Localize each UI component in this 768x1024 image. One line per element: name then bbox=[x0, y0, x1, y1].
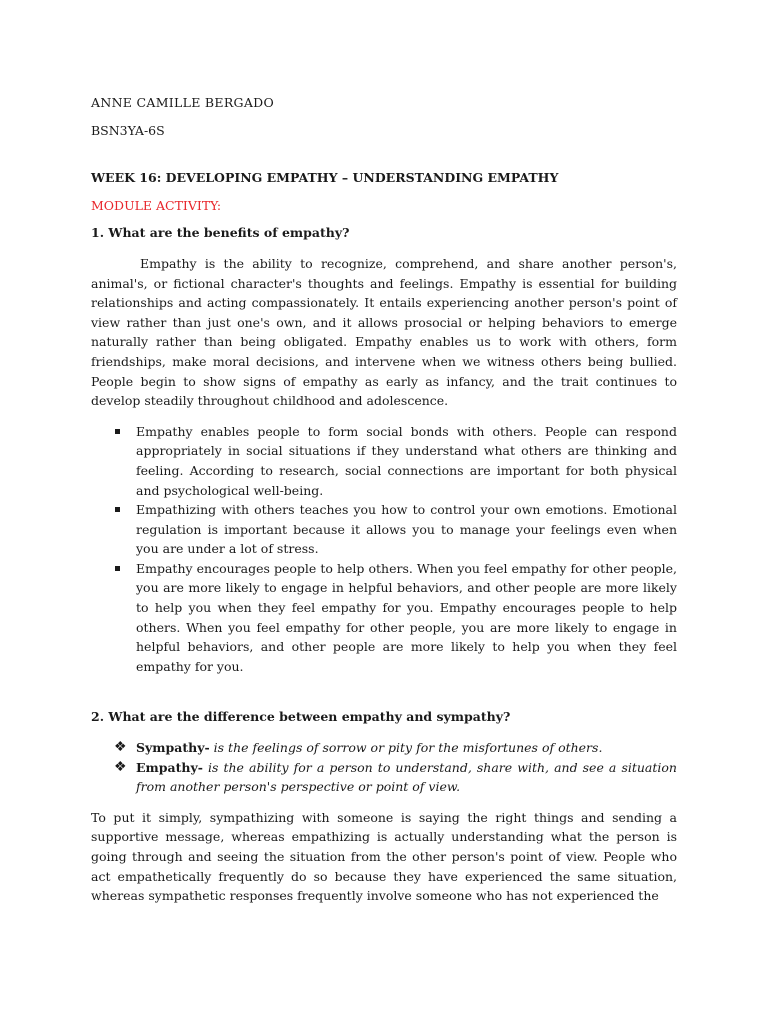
question-2: 2. What are the difference between empathy and sympathy? bbox=[91, 709, 511, 725]
benefits-list bbox=[91, 422, 677, 677]
square-bullet-icon bbox=[115, 429, 120, 434]
diamond-bullet-icon: ❖ bbox=[114, 758, 127, 775]
question-1: 1. What are the benefits of empathy? bbox=[91, 225, 350, 241]
square-bullet-icon bbox=[115, 566, 120, 571]
list-item-text: Empathizing with others teaches you how to control your own emotions. Emotional regulation is important because it allows you to manage your feelings even when you are under a lot of stress. bbox=[136, 502, 677, 557]
definition-empathy bbox=[91, 758, 677, 797]
term-empathy: Empathy- bbox=[136, 759, 203, 775]
term-sympathy: Sympathy- bbox=[136, 740, 210, 756]
list-item bbox=[91, 422, 677, 500]
list-item bbox=[91, 559, 677, 677]
module-activity-label: MODULE ACTIVITY: bbox=[91, 197, 222, 213]
author-name: ANNE CAMILLE BERGADO bbox=[91, 95, 275, 110]
square-bullet-icon bbox=[115, 507, 120, 512]
document-body bbox=[91, 93, 677, 906]
week-title: WEEK 16: DEVELOPING EMPATHY – UNDERSTANDING EMPATHY bbox=[91, 170, 559, 186]
section-code: BSN3YA-6S bbox=[91, 122, 165, 138]
list-item bbox=[91, 500, 677, 559]
definition-sympathy bbox=[91, 738, 677, 758]
diamond-bullet-icon: ❖ bbox=[114, 739, 127, 756]
definition-text: is the feelings of sorrow or pity for the misfortunes of others. bbox=[213, 740, 603, 756]
list-item-text: Empathy encourages people to help others. When you feel empathy for other people, you are more likely to engage in helpful behaviors, and other people are more likely to help you when they feel empathy for you. Empathy encourages people to help others. When you feel empathy for other people, you are more likely to engage in helpful behaviors, and other people are more likely to help you when they feel empathy for you. bbox=[136, 560, 677, 674]
definition-text: is the ability for a person to understand, share with, and see a situation from another person's perspective or point of view. bbox=[136, 759, 677, 795]
definitions-list bbox=[91, 738, 677, 797]
list-item-text: Empathy enables people to form social bonds with others. People can respond appropriately in social situations if they understand what others are thinking and feeling. According to research, social connections are important for both physical and psychological well-being. bbox=[136, 423, 677, 498]
q2-paragraph: To put it simply, sympathizing with someone is saying the right things and sending a supportive message, whereas empathizing is actually understanding what the person is going through and seeing the situation from the other person's point of view. People who act empathetically frequently do so because they have experienced the same situation, whereas sympathetic responses frequently involve someone who has not experienced the bbox=[91, 809, 677, 904]
q1-paragraph: Empathy is the ability to recognize, comprehend, and share another person's, animal's, or fictional character's thoughts and feelings. Empathy is essential for building relationships and acting compassionately. It entails experiencing another person's point of view rather than just one's own, and it allows prosocial or helping behaviors to emerge naturally rather than being obligated. Empathy enables us to work with others, form friendships, make moral decisions, and intervene when we witness others being bullied. People begin to show signs of empathy as early as infancy, and the trait continues to develop steadily throughout childhood and adolescence. bbox=[91, 255, 677, 409]
